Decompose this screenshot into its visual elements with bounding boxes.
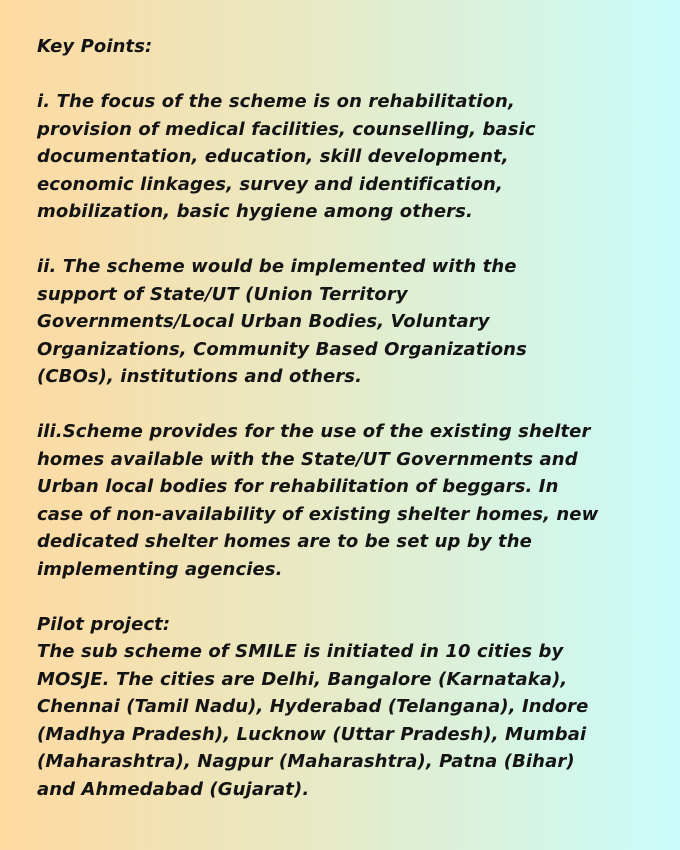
spacer [37, 61, 660, 89]
pilot-line-1: The sub scheme of SMILE is initiated in 10 cities by [37, 641, 564, 662]
point-3-line-5: dedicated shelter homes are to be set up by the [37, 531, 532, 552]
spacer [37, 391, 660, 419]
point-1-line-3: documentation, education, skill development, [37, 146, 509, 167]
pilot-line-4: (Madhya Pradesh), Lucknow (Uttar Pradesh), Mumbai [37, 723, 587, 745]
pilot-line-6: and Ahmedabad (Gujarat). [37, 778, 310, 800]
point-1-line-4: economic linkages, survey and identification, [37, 173, 503, 195]
pilot-project-heading: Pilot project: [37, 613, 171, 635]
point-3 [37, 418, 660, 583]
point-2-line-4: Organizations, Community Based Organizations [37, 338, 527, 360]
point-2 [37, 253, 660, 391]
key-points-heading: Key Points: [37, 36, 153, 57]
point-1 [37, 88, 660, 226]
point-3-line-1: ili.Scheme provides for the use of the existing shelter [37, 421, 591, 442]
pilot-project-section [37, 611, 660, 804]
pilot-line-3: Chennai (Tamil Nadu), Hyderabad (Telangana), Indore [37, 696, 589, 717]
point-3-line-2: homes available with the State/UT Governments and [37, 448, 578, 470]
point-3-line-6: implementing agencies. [37, 558, 283, 580]
pilot-line-2: MOSJE. The cities are Delhi, Bangalore (Karnataka), [37, 668, 568, 690]
spacer [37, 226, 660, 254]
point-2-line-1: ii. The scheme would be implemented with the [37, 256, 517, 277]
point-2-line-3: Governments/Local Urban Bodies, Voluntary [37, 311, 490, 332]
point-1-line-5: mobilization, basic hygiene among others. [37, 201, 473, 222]
point-3-line-3: Urban local bodies for rehabilitation of beggars. In [37, 476, 559, 497]
point-2-line-2: support of State/UT (Union Territory [37, 283, 408, 305]
point-1-line-2: provision of medical facilities, counselling, basic [37, 118, 536, 140]
spacer [37, 583, 660, 611]
point-1-line-1: i. The focus of the scheme is on rehabilitation, [37, 91, 515, 112]
pilot-line-5: (Maharashtra), Nagpur (Maharashtra), Patna (Bihar) [37, 751, 575, 772]
point-3-line-4: case of non-availability of existing shelter homes, new [37, 503, 599, 525]
point-2-line-5: (CBOs), institutions and others. [37, 366, 363, 387]
